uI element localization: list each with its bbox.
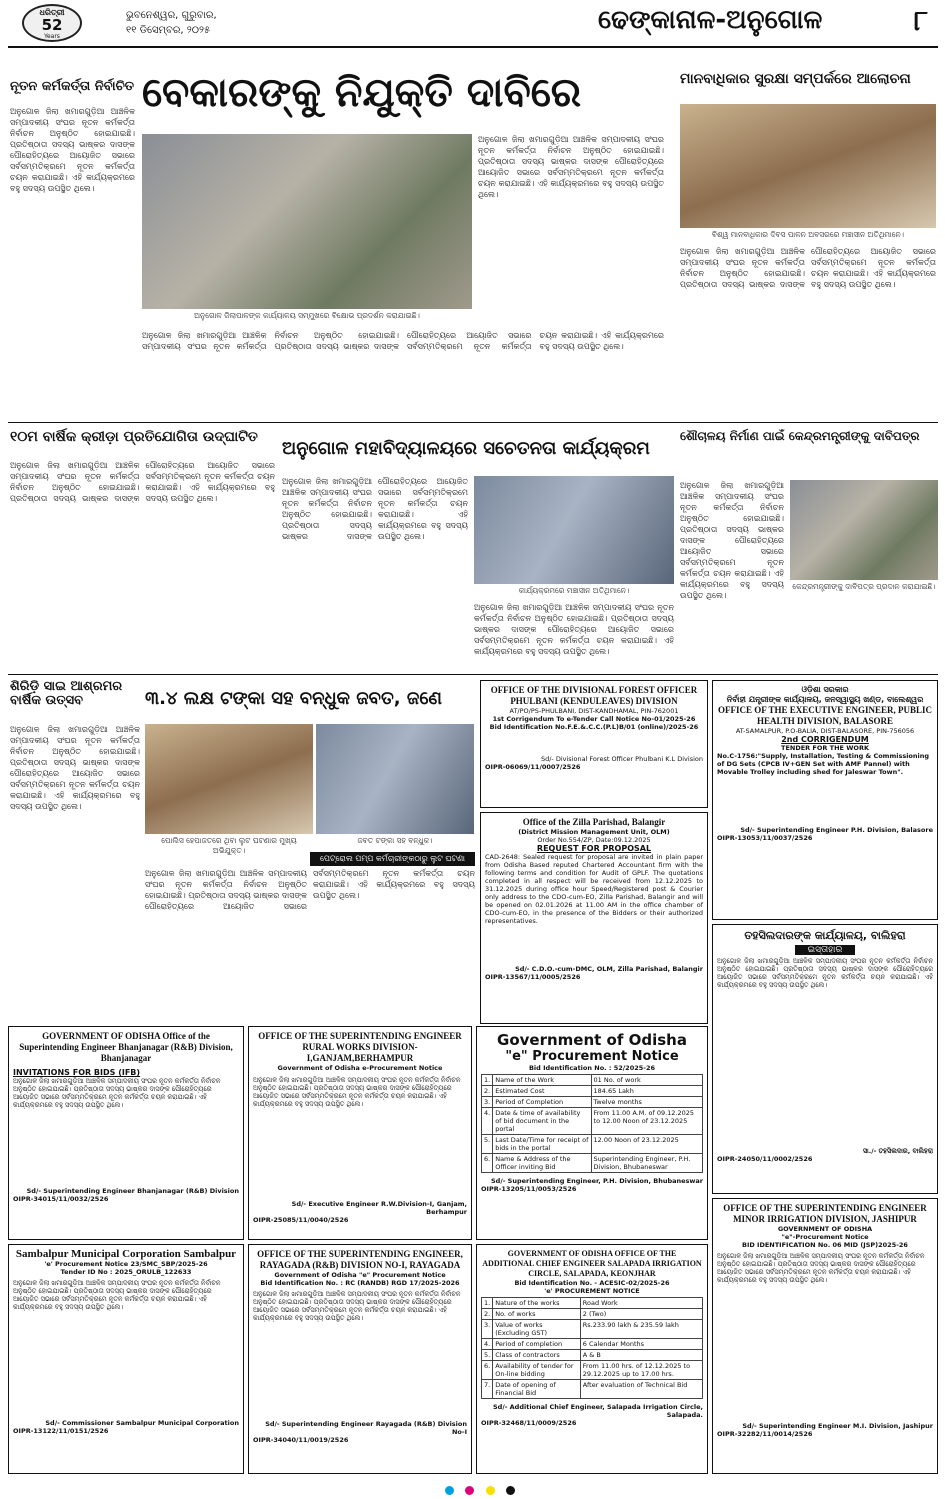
ad-bhanj-sign: Sd/- Superintending Engineer Bhanjanagar (R&B) Division [26,1187,239,1195]
ad-phd-corr: 2nd CORRIGENDUM [781,735,869,744]
salapada-table-row-label: Availability of tender for On-line bidding [493,1361,581,1380]
photo-toilet [790,480,938,580]
ad-phd-sub: AT-SAMALPUR, P.O-BALIA, DIST-BALASORE, PIN-756056 [735,727,915,735]
ad-rayagada-title: OFFICE OF THE SUPERINTENDING ENGINEER, RAYAGADA (R&B) DIVISION NO-I, RAYAGADA [257,1249,463,1270]
ad-zilla-code: OIPR-13567/11/0005/2526 [485,973,581,981]
ad-minor-notice: "e"-Procurement Notice [781,1233,869,1241]
ad-tahasildar [712,924,938,1194]
headline-sports: ୧୦ମ ବାର୍ଷିକ କ୍ରୀଡ଼ା ପ୍ରତିଯୋଗିତା ଉଦ୍‌ଘାଟିତ [10,429,258,445]
gov-table-row [482,1097,703,1108]
gov-table-row-number: 2. [482,1086,493,1097]
story-college-body-right: ଅନୁଗୋଳ ଜିଲା ଖମାରଗୁଡ଼ିଆ ଆଞ୍ଚଳିକ ସମ୍ପାଦକୀୟ ସଂଘର ନୂତନ କର୍ମକର୍ତ୍ତା ନିର୍ବାଚନ ଅନୁଷ୍ଠିତ ହୋଇଯାଇଛି। ପ୍ରତିଷ୍ଠାତା ସଦସ୍ୟ ଭାଷ୍କର ଦାସଙ୍କ ପୌରୋହିତ୍ୟରେ ଆୟୋଜିତ ସଭାରେ ସର୍ବସମ୍ମତିକ୍ରମେ ନୂତନ କର୍ମକର୍ତ୍ତା ଚୟନ କରାଯାଇଛି। ଏହି କାର୍ଯ୍ୟକ୍ରମରେ ବହୁ ସଦସ୍ୟ ଉପସ୍ଥିତ ଥିଲେ। [474,603,674,656]
ad-zilla-head: REQUEST FOR PROPOSAL [536,844,652,853]
salapada-table-row-label: Class of contractors [493,1350,581,1361]
gov-table-row [482,1154,703,1173]
gov-table-row-number: 1. [482,1075,493,1086]
story-sports-body: ଅନୁଗୋଳ ଜିଲା ଖମାରଗୁଡ଼ିଆ ଆଞ୍ଚଳିକ ସମ୍ପାଦକୀୟ ସଂଘର ନୂତନ କର୍ମକର୍ତ୍ତା ନିର୍ବାଚନ ଅନୁଷ୍ଠିତ ହୋଇଯାଇଛି। ପ୍ରତିଷ୍ଠାତା ସଦସ୍ୟ ଭାଷ୍କର ଦାସଙ୍କ ପୌରୋହିତ୍ୟରେ ଆୟୋଜିତ ସଭାରେ ସର୍ବସମ୍ମତିକ୍ରମେ ନୂତନ କର୍ମକର୍ତ୍ତା ଚୟନ କରାଯାଇଛି। ଏହି କାର୍ଯ୍ୟକ୍ରମରେ ବହୁ ସଦସ୍ୟ ଉପସ୍ଥିତ ଥିଲେ। [10,461,275,503]
caption-human-rights: ବିଶ୍ୱ ମାନବାଧିକାର ଦିବସ ପାଳନ ଅବସରରେ ମଞ୍ଚାସୀନ ଅତିଥିମାନେ। [711,230,905,239]
headline-human-rights: ମାନବାଧିକାର ସୁରକ୍ଷା ସମ୍ପର୍କରେ ଆଲୋଚନା [680,71,911,87]
salapada-table-row-number: 4. [482,1339,493,1350]
salapada-table-row-value: After evaluation of Technical Bid [580,1380,702,1399]
story-human-rights-body: ଅନୁଗୋଳ ଜିଲା ଖମାରଗୁଡ଼ିଆ ଆଞ୍ଚଳିକ ସମ୍ପାଦକୀୟ ସଂଘର ନୂତନ କର୍ମକର୍ତ୍ତା ନିର୍ବାଚନ ଅନୁଷ୍ଠିତ ହୋଇଯାଇଛି। ପ୍ରତିଷ୍ଠାତା ସଦସ୍ୟ ଭାଷ୍କର ଦାସଙ୍କ ପୌରୋହିତ୍ୟରେ ଆୟୋଜିତ ସଭାରେ ସର୍ବସମ୍ମତିକ୍ରମେ ନୂତନ କର୍ମକର୍ତ୍ତା ଚୟନ କରାଯାଇଛି। ଏହି କାର୍ଯ୍ୟକ୍ରମରେ ବହୁ ସଦସ୍ୟ ଉପସ୍ଥିତ ଥିଲେ। [680,247,936,289]
ad-forest-sub: AT/PO/PS-PHULBANI, DIST-KANDHAMAL, PIN-762001 [509,707,679,715]
ad-tahasil-sub: ଇସ୍ତାହାର [795,945,855,955]
salapada-table-row-number: 6. [482,1361,493,1380]
ad-forest-bid: Bid Identification No.F.E.&.C.C.(P.L)B/01 (online)/2025-26 [489,723,699,731]
ad-phd-title: OFFICE OF THE EXECUTIVE ENGINEER, PUBLIC HEALTH DIVISION, BALASORE [717,705,933,726]
ad-zilla-sign: Sd/- C.D.O.-cum-DMC, OLM, Zilla Parishad, Balangir [515,965,703,973]
ad-samb-notice: 'e' Procurement Notice 23/SMC_SBP/2025-26 [44,1260,208,1268]
salapada-table-row-value: From 11.00 hrs. of 12.12.2025 to 29.12.2025 up to 17.00 hrs. [580,1361,702,1380]
gov-table-row-value: Superintending Engineer, P.H. Division, Bhubaneswar [591,1154,702,1173]
reg-dot-cyan [445,1486,454,1495]
salapada-table-row-value: 2 (Two) [580,1309,702,1320]
salapada-table-row [482,1350,703,1361]
photo-accused [145,724,313,834]
ad-gov-code: OIPR-13205/11/0053/2526 [481,1185,577,1193]
caption-seized-gun: ଜବତ ଟଙ୍କା ସହ ବନ୍ଧୁକ। [357,836,433,845]
ad-samb-body: ଅନୁଗୋଳ ଜିଲା ଖମାରଗୁଡ଼ିଆ ଆଞ୍ଚଳିକ ସମ୍ପାଦକୀୟ ସଂଘର ନୂତନ କର୍ମକର୍ତ୍ତା ନିର୍ବାଚନ ଅନୁଷ୍ଠିତ ହୋଇଯାଇଛି। ପ୍ରତିଷ୍ଠାତା ସଦସ୍ୟ ଭାଷ୍କର ଦାସଙ୍କ ପୌରୋହିତ୍ୟରେ ଆୟୋଜିତ ସଭାରେ ସର୍ବସମ୍ମତିକ୍ରମେ ନୂତନ କର୍ମକର୍ତ୍ତା ଚୟନ କରାଯାଇଛି। ଏହି କାର୍ଯ୍ୟକ୍ରମରେ ବହୁ ସଦସ୍ୟ ଉପସ୍ଥିତ ଥିଲେ। [13,1279,221,1311]
ad-zilla-sub: (District Mission Management Unit, OLM) [518,828,670,836]
ad-phd-sign: Sd/- Superintending Engineer P.H. Division, Balasore [740,826,933,834]
ad-minor-bid: BID IDENTIFICATION No. 06 MID (JSP)2025-26 [742,1241,908,1249]
headline-new-officers: ନୂତନ କର୍ମକର୍ତ୍ତା ନିର୍ବାଚିତ [10,79,135,94]
headline-sai-ashram: ଶିରିଡ଼ି ସାଇ ଆଶ୍ରମର ବାର୍ଷିକ ଉତ୍ସବ [10,679,123,709]
salapada-table-row-label: Period of completion [493,1339,581,1350]
photo-protest [142,134,472,309]
ad-salapada-code: OIPR-32468/11/0009/2526 [481,1419,577,1427]
salapada-table-row-number: 7. [482,1380,493,1399]
salapada-table-row-number: 1. [482,1298,493,1309]
salapada-table-row [482,1298,703,1309]
headline-college: ଅନୁଗୋଳ ମହାବିଦ୍ୟାଳୟରେ ସଚେତନତା କାର୍ଯ୍ୟକ୍ରମ [282,438,650,459]
photo-protest-placeholder [142,134,472,309]
subhead-gun: ପେଟ୍ରୋଲ ପମ୍ପ କର୍ମଚାରୀଙ୍କଠାରୁ ଲୁଟ ଘଟଣା [310,852,475,866]
ad-phd-code: OIPR-13053/11/0037/2526 [717,834,813,842]
caption-college: କାର୍ଯ୍ୟକ୍ରମରେ ମଞ୍ଚାସୀନ ଅତିଥିମାନେ। [518,586,630,595]
ad-gov-odisha-eproc [476,1026,708,1240]
salapada-table-row [482,1320,703,1339]
photo-college [474,476,674,584]
gov-table-row-value: 184.65 Lakh [591,1086,702,1097]
ad-tahasil-body: ଅନୁଗୋଳ ଜିଲା ଖମାରଗୁଡ଼ିଆ ଆଞ୍ଚଳିକ ସମ୍ପାଦକୀୟ ସଂଘର ନୂତନ କର୍ମକର୍ତ୍ତା ନିର୍ବାଚନ ଅନୁଷ୍ଠିତ ହୋଇଯାଇଛି। ପ୍ରତିଷ୍ଠାତା ସଦସ୍ୟ ଭାଷ୍କର ଦାସଙ୍କ ପୌରୋହିତ୍ୟରେ ଆୟୋଜିତ ସଭାରେ ସର୍ବସମ୍ମତିକ୍ରମେ ନୂତନ କର୍ମକର୍ତ୍ତା ଚୟନ କରାଯାଇଛି। ଏହି କାର୍ଯ୍ୟକ୍ରମରେ ବହୁ ସଦସ୍ୟ ଉପସ୍ଥିତ ଥିଲେ। [717,957,933,989]
gov-table-row-label: Date & time of availability of bid document in the portal [493,1108,591,1135]
ad-salapada-table [481,1297,703,1399]
salapada-table-row-number: 3. [482,1320,493,1339]
ad-rayagada-bid: Bid Identification No. : RC (RANDB) RGD 17/2025-2026 [260,1279,460,1287]
logo-line-2: 52 [41,16,63,34]
gov-table-row [482,1108,703,1135]
ad-phd-tender: TENDER FOR THE WORK [781,744,869,752]
section-rule-2 [8,674,938,675]
salapada-table-row-number: 2. [482,1309,493,1320]
caption-accused: ପୋଲିସ ହେପାଜତରେ ଥିବା ଲୁଟ ଘଟଣାର ମୁଖ୍ୟ ଅଭିଯୁକ୍ତ। [161,836,297,855]
salapada-table-row-label: Date of opening of Financial Bid [493,1380,581,1399]
reg-dot-black [506,1486,515,1495]
ad-forest-code: OIPR-06069/11/0007/2526 [485,763,581,771]
salapada-table-row-value: A & B [580,1350,702,1361]
ad-minor-sign: Sd/- Superintending Engineer M.I. Division, Jashipur [742,1422,933,1430]
ad-rayagada [248,1244,472,1474]
anniversary-logo [22,4,82,42]
ad-gov-sign: Sd/- Superintending Engineer, P.H. Division, Bhubaneswar [490,1177,703,1185]
ad-forest-office [480,680,708,808]
ad-minor-body: ଅନୁଗୋଳ ଜିଲା ଖମାରଗୁଡ଼ିଆ ଆଞ୍ଚଳିକ ସମ୍ପାଦକୀୟ ସଂଘର ନୂତନ କର୍ମକର୍ତ୍ତା ନିର୍ବାଚନ ଅନୁଷ୍ଠିତ ହୋଇଯାଇଛି। ପ୍ରତିଷ୍ଠାତା ସଦସ୍ୟ ଭାଷ୍କର ଦାସଙ୍କ ପୌରୋହିତ୍ୟରେ ଆୟୋଜିତ ସଭାରେ ସର୍ବସମ୍ମତିକ୍ରମେ ନୂତନ କର୍ମକର୍ତ୍ତା ଚୟନ କରାଯାଇଛି। ଏହି କାର୍ଯ୍ୟକ୍ରମରେ ବହୁ ସଦସ୍ୟ ଉପସ୍ଥିତ ଥିଲେ। [717,1252,925,1284]
story-toilet-body: ଅନୁଗୋଳ ଜିଲା ଖମାରଗୁଡ଼ିଆ ଆଞ୍ଚଳିକ ସମ୍ପାଦକୀୟ ସଂଘର ନୂତନ କର୍ମକର୍ତ୍ତା ନିର୍ବାଚନ ଅନୁଷ୍ଠିତ ହୋଇଯାଇଛି। ପ୍ରତିଷ୍ଠାତା ସଦସ୍ୟ ଭାଷ୍କର ଦାସଙ୍କ ପୌରୋହିତ୍ୟରେ ଆୟୋଜିତ ସଭାରେ ସର୍ବସମ୍ମତିକ୍ରମେ ନୂତନ କର୍ମକର୍ତ୍ତା ଚୟନ କରାଯାଇଛି। ଏହି କାର୍ଯ୍ୟକ୍ରମରେ ବହୁ ସଦସ୍ୟ ଉପସ୍ଥିତ ଥିଲେ। [680,481,784,600]
reg-dot-yellow [486,1486,495,1495]
ad-samb-tender: Tender ID No : 2025_ORULB_122633 [60,1268,192,1276]
ad-zilla-body: CAD-2648: Sealed request for proposal are invited in plain paper from Odisha Based reputed Chartered Accountant firm with the following terms and condition for Audit of GPLF. The quotations completed in all respect will be received from 12.12.2025 to 31.12.2025 during office hour Speed/Registered post & Courier only address to the CDO-cum-EO, Zilla Parishad, Balangir and will be opened on 02.01.2026 at 11.00 AM in the office chamber of CDO-cum-EO, in the presence of the Bidders or their authorized representatives. [485,853,703,925]
salapada-table-row-value: Rs.233.90 lakh & 235.59 lakh [580,1320,702,1339]
gov-table-row-number: 4. [482,1108,493,1135]
salapada-table-row [482,1309,703,1320]
ad-salapada-sign: Sd/- Additional Chief Engineer, Salapada Irrigation Circle, Salapada. [492,1403,703,1419]
registration-marks [380,1480,580,1494]
ad-rural-sign: Sd/- Executive Engineer R.W.Division-I, Ganjam, Berhampur [291,1200,467,1216]
page-number: ୮ [913,4,929,37]
ad-rural-body: ଅନୁଗୋଳ ଜିଲା ଖମାରଗୁଡ଼ିଆ ଆଞ୍ଚଳିକ ସମ୍ପାଦକୀୟ ସଂଘର ନୂତନ କର୍ମକର୍ତ୍ତା ନିର୍ବାଚନ ଅନୁଷ୍ଠିତ ହୋଇଯାଇଛି। ପ୍ରତିଷ୍ଠାତା ସଦସ୍ୟ ଭାଷ୍କର ଦାସଙ୍କ ପୌରୋହିତ୍ୟରେ ଆୟୋଜିତ ସଭାରେ ସର୍ବସମ୍ମତିକ୍ରମେ ନୂତନ କର୍ମକର୍ତ୍ତା ଚୟନ କରାଯାଇଛି। ଏହି କାର୍ଯ୍ୟକ୍ରମରେ ବହୁ ସଦସ୍ୟ ଉପସ୍ଥିତ ଥିଲେ। [253,1076,461,1108]
ad-rayagada-sub: Government of Odisha "e" Procurement Notice [274,1271,446,1279]
ad-rural-title: OFFICE OF THE SUPERINTENDING ENGINEER RURAL WORKS DIVISION-I,GANJAM,BERHAMPUR [258,1031,462,1063]
photo-seized-gun [316,724,474,834]
gov-table-row-number: 5. [482,1135,493,1154]
gov-table-row-value: 12.00 Noon of 23.12.2025 [591,1135,702,1154]
gov-table-row-value: 01 No. of work [591,1075,702,1086]
caption-protest: ଅନୁଗୋଳ ଜିଲାପାଳଙ୍କ କାର୍ଯ୍ୟାଳୟ ସମ୍ମୁଖରେ ବିକ୍ଷୋଭ ପ୍ରଦର୍ଶନ କରାଯାଇଛି। [194,311,420,320]
ad-phd-odia: ଓଡ଼ିଶା ସରକାର [801,685,849,694]
ad-gov-notice: "e" Procurement Notice [505,1049,679,1064]
caption-toilet: କେନ୍ଦ୍ରମନ୍ତ୍ରୀଙ୍କୁ ଦାବିପତ୍ର ପ୍ରଦାନ କରାଯାଇଛି। [792,582,936,591]
salapada-table-row-label: Nature of the works [493,1298,581,1309]
gov-table-row [482,1075,703,1086]
ad-gov-title: Government of Odisha [497,1031,687,1049]
headline-toilet: ଶୌଚାଳୟ ନିର୍ମାଣ ପାଇଁ କେନ୍ଦ୍ରମନ୍ତ୍ରୀଙ୍କୁ ଦାବିପତ୍ର [680,429,920,443]
gov-table-row-label: Period of Completion [493,1097,591,1108]
story-college-body-left: ଅନୁଗୋଳ ଜିଲା ଖମାରଗୁଡ଼ିଆ ଆଞ୍ଚଳିକ ସମ୍ପାଦକୀୟ ସଂଘର ନୂତନ କର୍ମକର୍ତ୍ତା ନିର୍ବାଚନ ଅନୁଷ୍ଠିତ ହୋଇଯାଇଛି। ପ୍ରତିଷ୍ଠାତା ସଦସ୍ୟ ଭାଷ୍କର ଦାସଙ୍କ ପୌରୋହିତ୍ୟରେ ଆୟୋଜିତ ସଭାରେ ସର୍ବସମ୍ମତିକ୍ରମେ ନୂତନ କର୍ମକର୍ତ୍ତା ଚୟନ କରାଯାଇଛି। ଏହି କାର୍ଯ୍ୟକ୍ରମରେ ବହୁ ସଦସ୍ୟ ଉପସ୍ଥିତ ଥିଲେ। [282,477,468,541]
ad-minor-sub: GOVERNMENT OF ODISHA [777,1225,873,1233]
salapada-table-row-number: 5. [482,1350,493,1361]
ad-forest-sign: Sd/- Divisional Forest Officer Phulbani K.L Division [540,755,703,763]
story-gun-body: ଅନୁଗୋଳ ଜିଲା ଖମାରଗୁଡ଼ିଆ ଆଞ୍ଚଳିକ ସମ୍ପାଦକୀୟ ସଂଘର ନୂତନ କର୍ମକର୍ତ୍ତା ନିର୍ବାଚନ ଅନୁଷ୍ଠିତ ହୋଇଯାଇଛି। ପ୍ରତିଷ୍ଠାତା ସଦସ୍ୟ ଭାଷ୍କର ଦାସଙ୍କ ପୌରୋହିତ୍ୟରେ ଆୟୋଜିତ ସଭାରେ ସର୍ବସମ୍ମତିକ୍ରମେ ନୂତନ କର୍ମକର୍ତ୍ତା ଚୟନ କରାଯାଇଛି। ଏହି କାର୍ଯ୍ୟକ୍ରମରେ ବହୁ ସଦସ୍ୟ ଉପସ୍ଥିତ ଥିଲେ। [145,869,475,911]
ad-phd-odia2: ନିର୍ବାହୀ ଯନ୍ତ୍ରୀଙ୍କ କାର୍ଯ୍ୟାଳୟ, ଜନସ୍ୱାସ୍ଥ୍ୟ ଖଣ୍ଡ, ବାଲେଶ୍ୱର [726,695,924,704]
gov-table-row-label: Estimated Cost [493,1086,591,1097]
ad-rayagada-code: OIPR-34040/11/0019/2526 [253,1436,349,1444]
gov-table-row [482,1086,703,1097]
gov-table-row [482,1135,703,1154]
ad-tahasil-title: ତହସିଲଦାରଙ୍କ କାର୍ଯ୍ୟାଳୟ, ବାଲିହରା [744,929,906,942]
story-sai-body: ଅନୁଗୋଳ ଜିଲା ଖମାରଗୁଡ଼ିଆ ଆଞ୍ଚଳିକ ସମ୍ପାଦକୀୟ ସଂଘର ନୂତନ କର୍ମକର୍ତ୍ତା ନିର୍ବାଚନ ଅନୁଷ୍ଠିତ ହୋଇଯାଇଛି। ପ୍ରତିଷ୍ଠାତା ସଦସ୍ୟ ଭାଷ୍କର ଦାସଙ୍କ ପୌରୋହିତ୍ୟରେ ଆୟୋଜିତ ସଭାରେ ସର୍ବସମ୍ମତିକ୍ରମେ ନୂତନ କର୍ମକର୍ତ୍ତା ଚୟନ କରାଯାଇଛି। ଏହି କାର୍ଯ୍ୟକ୍ରମରେ ବହୁ ସଦସ୍ୟ ଉପସ୍ଥିତ ଥିଲେ। [10,725,140,811]
edition-name: ଢେଙ୍କାନାଳ-ଅନୁଗୋଳ [598,5,823,35]
salapada-table-row-value: Road Work [580,1298,702,1309]
section-rule-1 [8,422,938,423]
salapada-table-row-value: 6 Calendar Months [580,1339,702,1350]
headline-unemployed-protest: ବେକାରଙ୍କୁ ନିଯୁକ୍ତି ଦାବିରେ [142,70,582,116]
logo-line-1: ଧରିତ୍ରୀ [39,8,65,17]
salapada-table-row [482,1361,703,1380]
ad-samb-title: Sambalpur Municipal Corporation Sambalpur [15,1248,237,1260]
gov-table-row-number: 3. [482,1097,493,1108]
photo-human-rights [680,104,936,228]
ad-tahasil-code: OIPR-24050/11/0002/2526 [717,1155,813,1163]
ad-rayagada-body: ଅନୁଗୋଳ ଜିଲା ଖମାରଗୁଡ଼ିଆ ଆଞ୍ଚଳିକ ସମ୍ପାଦକୀୟ ସଂଘର ନୂତନ କର୍ମକର୍ତ୍ତା ନିର୍ବାଚନ ଅନୁଷ୍ଠିତ ହୋଇଯାଇଛି। ପ୍ରତିଷ୍ଠାତା ସଦସ୍ୟ ଭାଷ୍କର ଦାସଙ୍କ ପୌରୋହିତ୍ୟରେ ଆୟୋଜିତ ସଭାରେ ସର୍ବସମ୍ମତିକ୍ରମେ ନୂତନ କର୍ମକର୍ତ୍ତା ଚୟନ କରାଯାଇଛି। ଏହି କାର୍ଯ୍ୟକ୍ରମରେ ବହୁ ସଦସ୍ୟ ଉପସ୍ଥିତ ଥିଲେ। [253,1290,461,1322]
ad-forest-notice: 1st Corrigendum To e-Tender Call Notice No-01/2025-26 [492,715,696,723]
ad-gov-table [481,1074,703,1173]
ad-bhanj-head: INVITATIONS FOR BIDS (IFB) [13,1068,141,1077]
dateline-city: ଭୁବନେଶ୍ୱର, ଗୁରୁବାର, [126,10,217,21]
ad-minor-irrigation [712,1198,938,1474]
ad-tahasil-sign: ସା./- ତହସିଲଦାର, ବାଲିହରା [863,1147,933,1155]
ad-salapada-title: GOVERNMENT OF ODISHA OFFICE OF THE ADDITIONAL CHIEF ENGINEER SALAPADA IRRIGATION CIRCLE, SALAPADA, KEONJHAR [482,1249,702,1278]
story-protest-body-bottom: ଅନୁଗୋଳ ଜିଲା ଖମାରଗୁଡ଼ିଆ ଆଞ୍ଚଳିକ ସମ୍ପାଦକୀୟ ସଂଘର ନୂତନ କର୍ମକର୍ତ୍ତା ନିର୍ବାଚନ ଅନୁଷ୍ଠିତ ହୋଇଯାଇଛି। ପ୍ରତିଷ୍ଠାତା ସଦସ୍ୟ ଭାଷ୍କର ଦାସଙ୍କ ପୌରୋହିତ୍ୟରେ ଆୟୋଜିତ ସଭାରେ ସର୍ବସମ୍ମତିକ୍ରମେ ନୂତନ କର୍ମକର୍ତ୍ତା ଚୟନ କରାଯାଇଛି। ଏହି କାର୍ଯ୍ୟକ୍ରମରେ ବହୁ ସଦସ୍ୟ ଉପସ୍ଥିତ ଥିଲେ। [142,331,664,351]
gov-table-row-value: Twelve months [591,1097,702,1108]
headline-gun-seized: ୩.୪ ଲକ୍ଷ ଟଙ୍କା ସହ ବନ୍ଧୁକ ଜବତ, ଜଣେ [145,688,442,709]
dateline-date: ୧୧ ଡିସେମ୍ବର, ୨୦୨୫ [126,25,211,36]
ad-sambalpur [8,1244,244,1474]
salapada-table-row [482,1339,703,1350]
logo-line-3: Years [44,33,60,40]
ad-gov-bid: Bid Identification No. : 52/2025-26 [528,1064,656,1072]
ad-phd-balasore [712,680,938,920]
ad-minor-title: OFFICE OF THE SUPERINTENDING ENGINEER MINOR IRRIGATION DIVISION, JASHIPUR [723,1203,927,1224]
ad-salapada [476,1244,708,1474]
dateline [126,8,286,42]
ad-samb-sign: Sd/- Commissioner Sambalpur Municipal Corporation [45,1419,239,1427]
ad-rural-code: OIPR-25085/11/0040/2526 [253,1216,349,1224]
story-protest-body-right: ଅନୁଗୋଳ ଜିଲା ଖମାରଗୁଡ଼ିଆ ଆଞ୍ଚଳିକ ସମ୍ପାଦକୀୟ ସଂଘର ନୂତନ କର୍ମକର୍ତ୍ତା ନିର୍ବାଚନ ଅନୁଷ୍ଠିତ ହୋଇଯାଇଛି। ପ୍ରତିଷ୍ଠାତା ସଦସ୍ୟ ଭାଷ୍କର ଦାସଙ୍କ ପୌରୋହିତ୍ୟରେ ଆୟୋଜିତ ସଭାରେ ସର୍ବସମ୍ମତିକ୍ରମେ ନୂତନ କର୍ମକର୍ତ୍ତା ଚୟନ କରାଯାଇଛି। ଏହି କାର୍ଯ୍ୟକ୍ରମରେ ବହୁ ସଦସ୍ୟ ଉପସ୍ଥିତ ଥିଲେ। [478,135,664,199]
ad-salapada-notice: 'e' PROCUREMENT NOTICE [544,1287,640,1295]
ad-zilla-order: Order No.554/ZP, Date:09.12.2025 [537,836,651,844]
salapada-table-row [482,1380,703,1399]
gov-table-row-value: From 11.00 A.M. of 09.12.2025 to 12.00 Noon of 23.12.2025 [591,1108,702,1135]
ad-bhanjanagar [8,1026,244,1240]
ad-samb-code: OIPR-13122/11/0151/2526 [13,1427,109,1435]
ad-zilla-title: Office of the Zilla Parishad, Balangir [522,817,666,827]
reg-dot-magenta [465,1486,474,1495]
story-new-officers-body: ଅନୁଗୋଳ ଜିଲା ଖମାରଗୁଡ଼ିଆ ଆଞ୍ଚଳିକ ସମ୍ପାଦକୀୟ ସଂଘର ନୂତନ କର୍ମକର୍ତ୍ତା ନିର୍ବାଚନ ଅନୁଷ୍ଠିତ ହୋଇଯାଇଛି। ପ୍ରତିଷ୍ଠାତା ସଦସ୍ୟ ଭାଷ୍କର ଦାସଙ୍କ ପୌରୋହିତ୍ୟରେ ଆୟୋଜିତ ସଭାରେ ସର୍ବସମ୍ମତିକ୍ରମେ ନୂତନ କର୍ମକର୍ତ୍ତା ଚୟନ କରାଯାଇଛି। ଏହି କାର୍ଯ୍ୟକ୍ରମରେ ବହୁ ସଦସ୍ୟ ଉପସ୍ଥିତ ଥିଲେ। [10,107,135,193]
ad-zilla-parishad [480,812,708,1024]
ad-bhanj-title: GOVERNMENT OF ODISHA Office of the Superintending Engineer Bhanjanagar (R&B) Division, Bhanjanagar [19,1031,233,1063]
ad-rural-sub: Government of Odisha e-Procurement Notice [277,1064,443,1072]
ad-rayagada-sign: Sd/- Superintending Engineer Rayagada (R&B) Division No-I [265,1420,467,1436]
ad-phd-body: No.C-1756:"Supply, Installation, Testing & Commissioning of DG Sets (CPCB IV+GEN Set with AMF Pannel) with Movable Trolley including shed for Jaleswar Town". [717,752,930,776]
masthead [8,4,938,44]
gov-table-row-label: Last Date/Time for receipt of bids in the portal [493,1135,591,1154]
gov-table-row-label: Name of the Work [493,1075,591,1086]
ad-salapada-bid: Bid Identification No. - ACESIC-02/2025-26 [514,1279,670,1287]
gov-table-row-number: 6. [482,1154,493,1173]
salapada-table-row-label: No. of works [493,1309,581,1320]
gov-table-row-label: Name & Address of the Officer inviting Bid [493,1154,591,1173]
ad-bhanj-body: ଅନୁଗୋଳ ଜିଲା ଖମାରଗୁଡ଼ିଆ ଆଞ୍ଚଳିକ ସମ୍ପାଦକୀୟ ସଂଘର ନୂତନ କର୍ମକର୍ତ୍ତା ନିର୍ବାଚନ ଅନୁଷ୍ଠିତ ହୋଇଯାଇଛି। ପ୍ରତିଷ୍ଠାତା ସଦସ୍ୟ ଭାଷ୍କର ଦାସଙ୍କ ପୌରୋହିତ୍ୟରେ ଆୟୋଜିତ ସଭାରେ ସର୍ବସମ୍ମତିକ୍ରମେ ନୂତନ କର୍ମକର୍ତ୍ତା ଚୟନ କରାଯାଇଛି। ଏହି କାର୍ଯ୍ୟକ୍ରମରେ ବହୁ ସଦସ୍ୟ ଉପସ୍ଥିତ ଥିଲେ। [13,1077,221,1109]
ad-minor-code: OIPR-32282/11/0014/2526 [717,1430,813,1438]
ad-forest-title: OFFICE OF THE DIVISIONAL FOREST OFFICER PHULBANI (KENDULEAVES) DIVISION [490,685,698,706]
masthead-rule [8,46,938,48]
salapada-table-row-label: Value of works (Excluding GST) [493,1320,581,1339]
ad-bhanj-code: OIPR-34015/11/0032/2526 [13,1195,109,1203]
ad-rural-works [248,1026,472,1240]
